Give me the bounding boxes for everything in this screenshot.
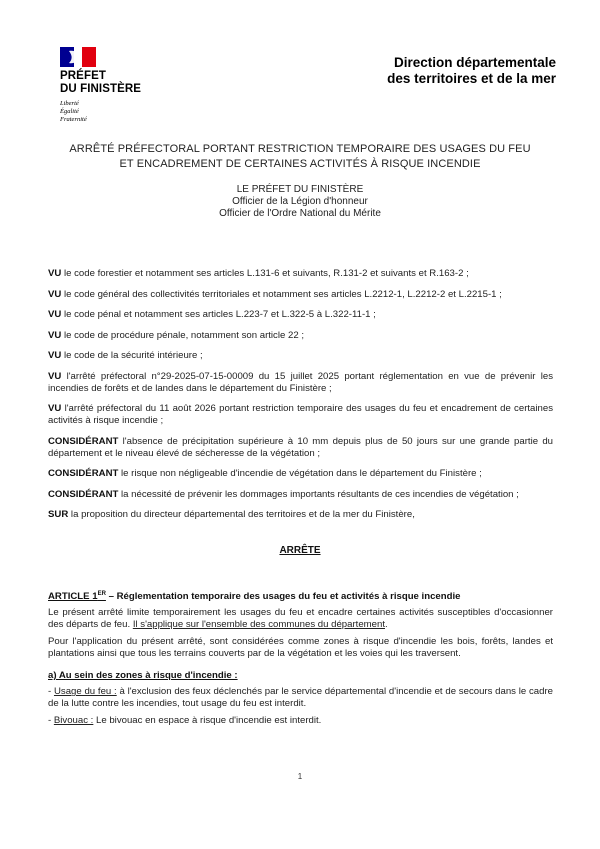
visa-item bbox=[48, 350, 553, 362]
document-title bbox=[40, 142, 560, 172]
arrete-heading: ARRÊTE bbox=[279, 545, 321, 556]
direction-name bbox=[387, 55, 556, 87]
visa-text: l'arrêté préfectoral n°29-2025-07-15-00009 du 15 juillet 2025 portant réglementation en vue de prévenir les incendies de forêts et de landes dans le département du Finistère ; bbox=[48, 370, 553, 394]
page-number: 1 bbox=[297, 772, 303, 781]
considerant-item bbox=[48, 436, 553, 460]
considerant-keyword: CONSIDÉRANT bbox=[48, 468, 119, 479]
visa-text: le code pénal et notamment ses articles L.223-7 et L.322-5 à L.322-11-1 ; bbox=[61, 309, 376, 320]
visa-item bbox=[48, 289, 553, 301]
logo-line2: DU FINISTÈRE bbox=[60, 83, 142, 95]
prefecture-logo bbox=[60, 47, 180, 124]
considerant-text: le risque non négligeable d'incendie de végétation dans le département du Finistère ; bbox=[118, 468, 482, 479]
considerant-keyword: CONSIDÉRANT bbox=[48, 435, 119, 447]
considerant-keyword: CONSIDÉRANT bbox=[48, 488, 119, 500]
visa-text: le code général des collectivités territoriales et notamment ses articles L.2212-1, L.2212-2 et L.2215-1 ; bbox=[61, 288, 502, 300]
sur-keyword: SUR bbox=[48, 509, 69, 520]
visa-text: l'arrêté préfectoral du 11 août 2026 portant restriction temporaire des usages du feu et encadrement de certaines activités à risque incendie ; bbox=[48, 403, 553, 426]
title-line2: ET ENCADREMENT DE CERTAINES ACTIVITÉS À RISQUE INCENDIE bbox=[119, 158, 481, 170]
restriction-label: Usage du feu : bbox=[53, 686, 117, 698]
visa-keyword: VU bbox=[48, 309, 62, 320]
visa-text: le code de procédure pénale, notamment son article 22 ; bbox=[61, 329, 304, 341]
visa-item bbox=[48, 403, 553, 427]
visa-item bbox=[48, 330, 553, 342]
visa-item bbox=[48, 268, 553, 280]
considerant-text: l'absence de précipitation supérieure à 10 mm depuis plus de 50 jours sur une grande partie du département et le niveau élevé de sécheresse de la végétation ; bbox=[48, 435, 553, 459]
considerant-item bbox=[48, 489, 553, 501]
logo-line1: PRÉFET bbox=[60, 70, 106, 82]
visa-item bbox=[48, 371, 553, 395]
scope-statement: Il s'applique sur l'ensemble des communes du département bbox=[132, 619, 385, 631]
article-1-title: – Réglementation temporaire des usages du feu et activités à risque incendie bbox=[105, 591, 461, 603]
considerant-text: la nécessité de prévenir les dommages importants résultants de ces incendies de végétation ; bbox=[118, 488, 519, 500]
sur-item bbox=[48, 509, 553, 521]
zones-subheading: a) Au sein des zones à risque d'incendie : bbox=[48, 670, 238, 682]
title-line1: ARRÊTÉ PRÉFECTORAL PORTANT RESTRICTION TEMPORAIRE DES USAGES DU FEU bbox=[69, 143, 531, 155]
visa-keyword: VU bbox=[48, 370, 62, 382]
visa-text: le code de la sécurité intérieure ; bbox=[61, 350, 203, 361]
signer-line1: LE PRÉFET DU FINISTÈRE bbox=[236, 184, 364, 195]
restriction-item: - Bivouac : Le bivouac en espace à risque d'incendie est interdit. bbox=[48, 715, 322, 727]
article-1-paragraph-2: Pour l'application du présent arrêté, sont considérées comme zones à risque d'incendie les bois, forêts, landes et plantations ainsi que tous les terrains couverts par de la végétation et les voies qui les traversent. bbox=[48, 636, 553, 660]
direction-line2: des territoires et de la mer bbox=[387, 71, 556, 86]
motto-liberte: Liberté bbox=[60, 100, 79, 107]
motto-fraternite: Fraternité bbox=[60, 116, 87, 123]
visa-item bbox=[48, 309, 553, 321]
signer-line3: Officier de l'Ordre National du Mérite bbox=[219, 208, 381, 219]
signer-line2: Officier de la Légion d'honneur bbox=[232, 196, 368, 207]
marianne-flag-icon bbox=[60, 47, 96, 67]
article-1 bbox=[48, 588, 553, 732]
considerant-item bbox=[48, 468, 553, 480]
signer-block bbox=[40, 184, 560, 220]
direction-line1: Direction départementale bbox=[393, 55, 556, 70]
sur-text: la proposition du directeur départemental des territoires et de la mer du Finistère, bbox=[68, 509, 415, 520]
visa-keyword: VU bbox=[48, 268, 62, 279]
visa-keyword: VU bbox=[48, 403, 62, 414]
visa-text: le code forestier et notamment ses articles L.131-6 et suivants, R.131-2 et suivants et R.163-2 ; bbox=[61, 268, 469, 279]
visas-list bbox=[48, 268, 553, 530]
motto-egalite: Égalité bbox=[60, 108, 79, 115]
visa-keyword: VU bbox=[48, 329, 62, 341]
republic-motto bbox=[60, 100, 180, 124]
prefet-title bbox=[60, 70, 180, 96]
restriction-item: - Usage du feu : à l'exclusion des feux déclenchés par le service départemental d'incendie et de secours dans le cadre de la lutte contre les incendies, tout usage du feu est interdit. bbox=[48, 686, 553, 710]
visa-keyword: VU bbox=[48, 288, 62, 300]
article-1-paragraph-1: Le présent arrêté limite temporairement les usages du feu et encadre certaines activités susceptibles d'occasionner des départs de feu. Il s'applique sur l'ensemble des communes du département. bbox=[48, 607, 553, 631]
visa-keyword: VU bbox=[48, 350, 62, 361]
restriction-label: Bivouac : bbox=[53, 715, 94, 727]
article-1-label: ARTICLE 1ER bbox=[48, 591, 106, 603]
article-1-heading bbox=[48, 588, 553, 603]
